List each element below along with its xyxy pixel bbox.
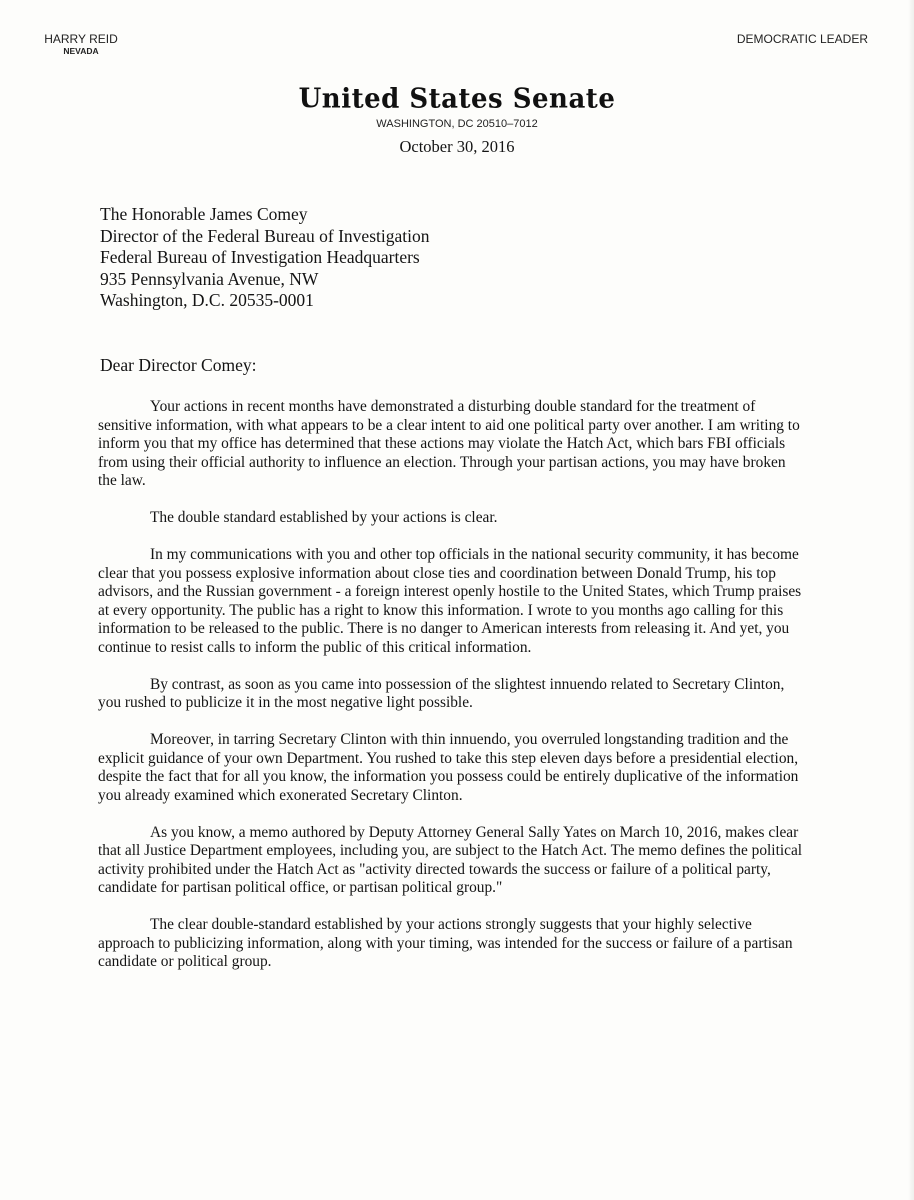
body-paragraph: The clear double-standard established by your actions strongly suggests that your highly selective approach to publicizing information, along with your timing, was intended for the success or failure of a partisan candidate or political group.	[98, 916, 793, 970]
body-paragraph: Your actions in recent months have demonstrated a disturbing double standard for the treatment of sensitive information, with what appears to be a clear intent to aid one political party over another. I am writing to inform you that my office has determined that these actions may violate the Hatch Act, which bars FBI officials from using their official authority to influence an election. Through your partisan actions, you may have broken the law.	[98, 398, 800, 489]
city-line: WASHINGTON, DC 20510–7012	[376, 118, 538, 130]
salutation: Dear Director Comey:	[100, 355, 257, 375]
body-paragraph: As you know, a memo authored by Deputy Attorney General Sally Yates on March 10, 2016, makes clear that all Justice Department employees, including you, are subject to the Hatch Act. The memo defines the political activity prohibited under the Hatch Act as "activity directed towards the success or failure of a political party, candidate for partisan political office, or partisan political group."	[98, 823, 803, 896]
body-paragraph: In my communications with you and other top officials in the national security community, it has become clear that you possess explosive information about close ties and coordination between Donald Trump, his top advisors, and the Russian government - a foreign interest openly hostile to the United States, which Trump praises at every opportunity. The public has a right to know this information. I wrote to you months ago calling for this information to be released to the public. There is no danger to American interests from releasing it. And yet, you continue to resist calls to inform the public of this critical information.	[98, 546, 802, 656]
letter-date: October 30, 2016	[399, 137, 515, 156]
recipient-line: 935 Pennsylvania Avenue, NW	[100, 268, 319, 289]
sender-block	[36, 32, 126, 57]
recipient-line: The Honorable James Comey	[100, 204, 308, 224]
institution-name: United States Senate	[298, 83, 616, 115]
recipient-address	[100, 204, 429, 312]
body-paragraph: The double standard established by your actions is clear.	[150, 509, 498, 526]
body-paragraph: Moreover, in tarring Secretary Clinton with thin innuendo, you overruled longstanding tradition and the explicit guidance of your own Department. You rushed to take this step eleven days before a presidential election, despite the fact that for all you know, the information you possess could be entirely duplicative of the information you already examined which exonerated Secretary Clinton.	[98, 731, 799, 804]
recipient-line: Director of the Federal Bureau of Investigation	[100, 225, 430, 246]
recipient-line: Washington, D.C. 20535-0001	[100, 290, 314, 310]
sender-name: HARRY REID	[44, 32, 118, 46]
page-edge-shadow	[908, 0, 914, 1200]
sender-state: NEVADA	[63, 46, 99, 56]
recipient-line: Federal Bureau of Investigation Headquarters	[100, 247, 420, 267]
sender-title: DEMOCRATIC LEADER	[736, 32, 868, 46]
letterhead	[0, 84, 914, 157]
letter-body	[98, 398, 806, 990]
body-paragraph: By contrast, as soon as you came into possession of the slightest innuendo related to Secretary Clinton, you rushed to publicize it in the most negative light possible.	[98, 675, 785, 711]
